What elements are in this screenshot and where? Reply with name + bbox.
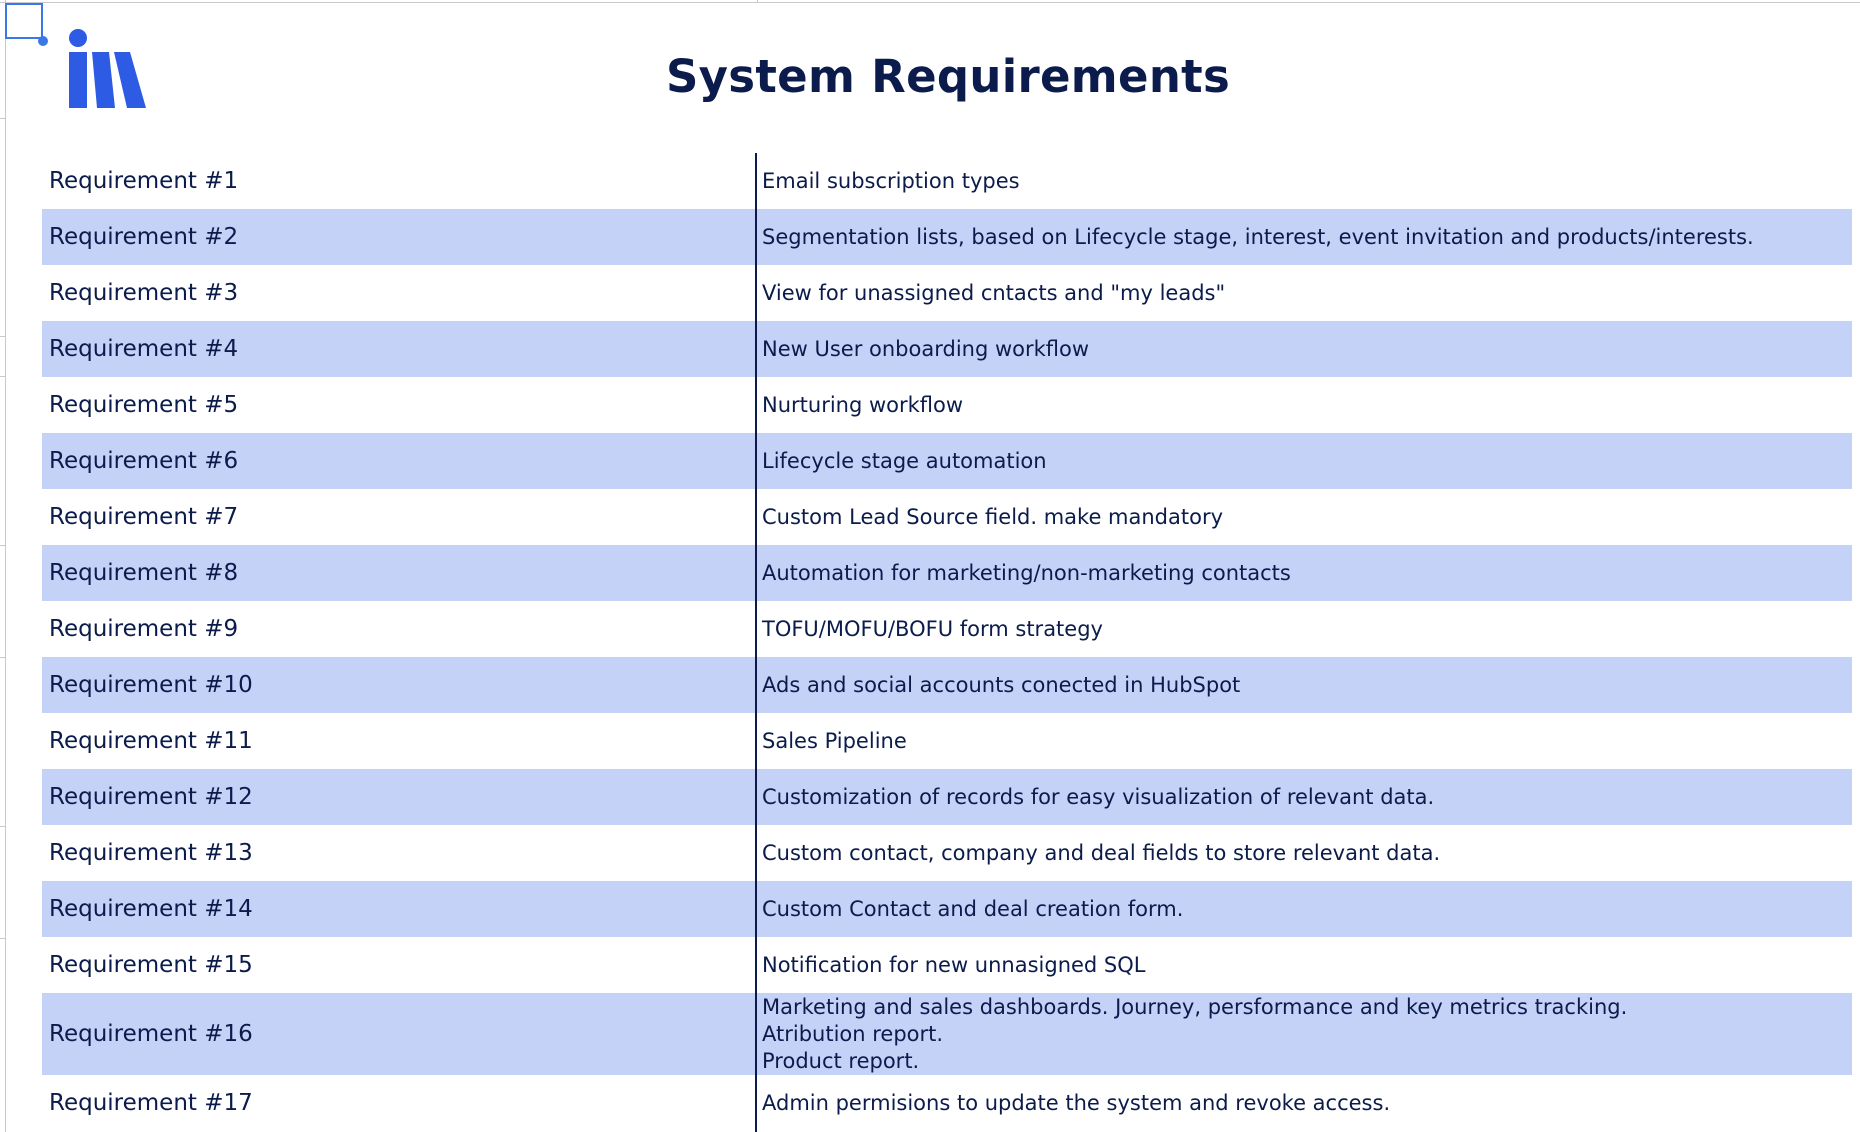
requirement-description[interactable]: Custom Lead Source field. make mandatory bbox=[762, 504, 1224, 529]
requirement-description[interactable]: Notification for new unnasigned SQL bbox=[762, 952, 1146, 977]
table-row[interactable] bbox=[42, 993, 1852, 1075]
table-row[interactable] bbox=[42, 825, 1852, 881]
row-gutter-tick bbox=[0, 376, 6, 377]
row-gutter-tick bbox=[0, 826, 6, 827]
requirement-description[interactable]: Lifecycle stage automation bbox=[762, 448, 1047, 473]
requirement-label[interactable]: Requirement #13 bbox=[49, 840, 253, 866]
table-row[interactable] bbox=[42, 769, 1852, 825]
requirement-description[interactable]: Sales Pipeline bbox=[762, 728, 907, 753]
requirement-label[interactable]: Requirement #11 bbox=[49, 728, 253, 754]
requirement-label[interactable]: Requirement #15 bbox=[49, 952, 253, 978]
requirement-label[interactable]: Requirement #14 bbox=[49, 896, 253, 922]
table-row[interactable] bbox=[42, 881, 1852, 937]
table-row[interactable] bbox=[42, 209, 1852, 265]
requirement-label[interactable]: Requirement #7 bbox=[49, 504, 239, 530]
requirement-label[interactable]: Requirement #1 bbox=[49, 168, 239, 194]
row-gutter-tick bbox=[0, 545, 6, 546]
row-gutter-tick bbox=[0, 657, 6, 658]
requirement-description[interactable]: View for unassigned cntacts and "my leads" bbox=[762, 280, 1226, 305]
table-row[interactable] bbox=[42, 489, 1852, 545]
requirement-description[interactable]: Ads and social accounts conected in HubSpot bbox=[762, 672, 1241, 697]
requirement-description[interactable]: Custom Contact and deal creation form. bbox=[762, 896, 1184, 921]
requirement-label[interactable]: Requirement #16 bbox=[49, 1021, 253, 1047]
requirement-description[interactable]: Marketing and sales dashboards. Journey, persformance and key metrics tracking. Atribution report. Product report. bbox=[762, 994, 1628, 1073]
column-divider bbox=[755, 153, 757, 1132]
table-row[interactable] bbox=[42, 377, 1852, 433]
table-row[interactable] bbox=[42, 937, 1852, 993]
sheet-top-border bbox=[0, 2, 1860, 3]
requirement-description[interactable]: Email subscription types bbox=[762, 168, 1020, 193]
requirement-label[interactable]: Requirement #3 bbox=[49, 280, 239, 306]
requirement-description[interactable]: Custom contact, company and deal fields to store relevant data. bbox=[762, 840, 1441, 865]
table-row[interactable] bbox=[42, 265, 1852, 321]
selection-fill-handle[interactable] bbox=[38, 36, 48, 46]
requirement-label[interactable]: Requirement #6 bbox=[49, 448, 239, 474]
table-row[interactable] bbox=[42, 601, 1852, 657]
row-gutter-tick bbox=[0, 336, 6, 337]
requirement-description[interactable]: TOFU/MOFU/BOFU form strategy bbox=[762, 616, 1103, 641]
requirement-label[interactable]: Requirement #9 bbox=[49, 616, 239, 642]
table-row[interactable] bbox=[42, 1075, 1852, 1131]
requirement-label[interactable]: Requirement #8 bbox=[49, 560, 239, 586]
column-header-tick bbox=[757, 0, 758, 3]
requirement-description[interactable]: Nurturing workflow bbox=[762, 392, 964, 417]
table-row[interactable] bbox=[42, 321, 1852, 377]
page-title: System Requirements bbox=[665, 50, 1231, 103]
table-row[interactable] bbox=[42, 713, 1852, 769]
row-gutter-tick bbox=[0, 118, 6, 119]
cell-selection-box[interactable] bbox=[5, 3, 43, 39]
requirement-label[interactable]: Requirement #10 bbox=[49, 672, 253, 698]
row-gutter-tick bbox=[0, 938, 6, 939]
table-row[interactable] bbox=[42, 433, 1852, 489]
requirement-description[interactable]: Segmentation lists, based on Lifecycle stage, interest, event invitation and products/interests. bbox=[762, 224, 1754, 249]
table-row[interactable] bbox=[42, 545, 1852, 601]
requirement-description[interactable]: Customization of records for easy visualization of relevant data. bbox=[762, 784, 1435, 809]
table-row[interactable] bbox=[42, 153, 1852, 209]
requirement-label[interactable]: Requirement #2 bbox=[49, 224, 239, 250]
requirement-label[interactable]: Requirement #17 bbox=[49, 1090, 253, 1116]
sheet-left-border bbox=[5, 0, 6, 1132]
requirement-label[interactable]: Requirement #4 bbox=[49, 336, 239, 362]
requirement-label[interactable]: Requirement #5 bbox=[49, 392, 239, 418]
table-row[interactable] bbox=[42, 657, 1852, 713]
requirements-table bbox=[42, 153, 1852, 1131]
requirement-label[interactable]: Requirement #12 bbox=[49, 784, 253, 810]
requirement-description[interactable]: New User onboarding workflow bbox=[762, 336, 1090, 361]
requirement-description[interactable]: Admin permisions to update the system and revoke access. bbox=[762, 1090, 1391, 1115]
requirement-description[interactable]: Automation for marketing/non-marketing contacts bbox=[762, 560, 1291, 585]
